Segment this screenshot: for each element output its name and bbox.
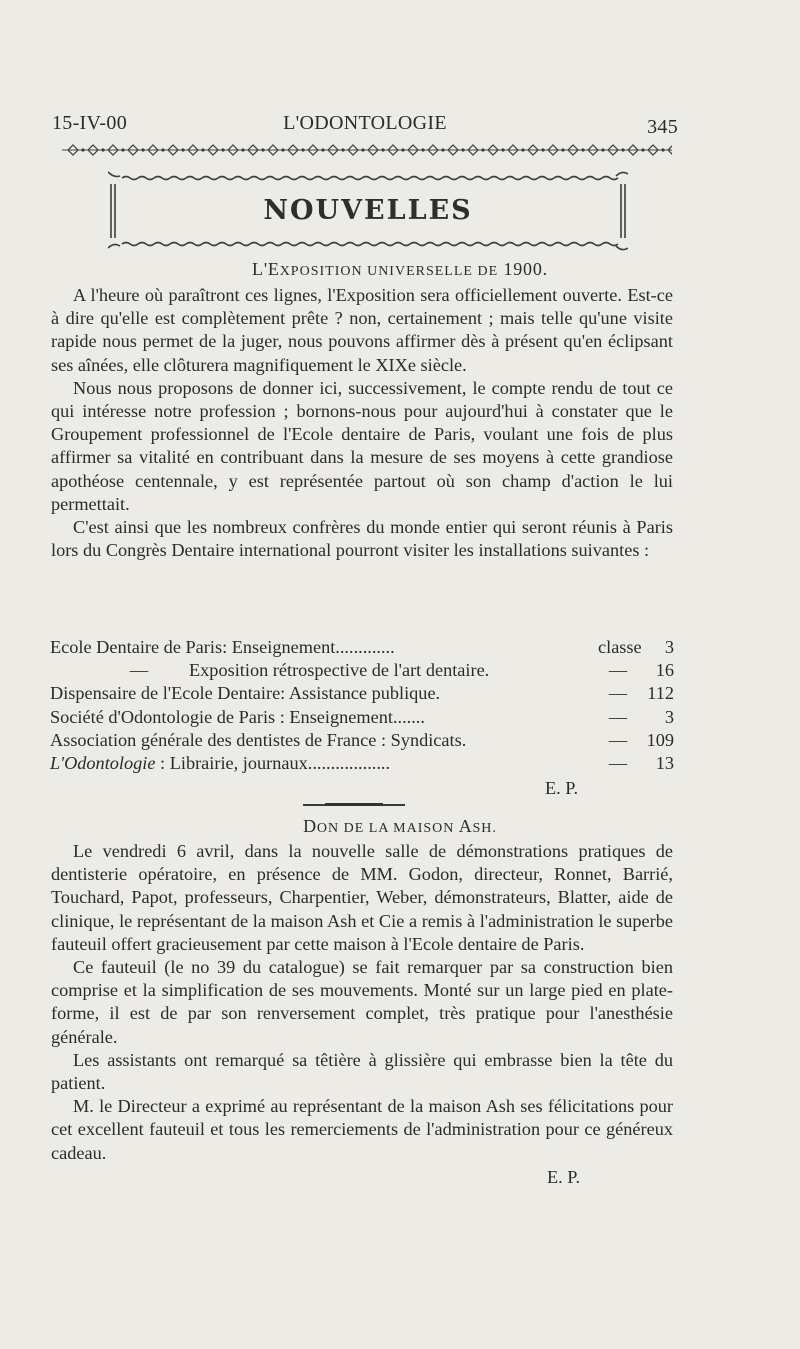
- title-year: 1900.: [503, 259, 548, 279]
- paragraph: A l'heure où paraîtront ces lignes, l'Exposition sera officiellement ouverte. Est-ce à dire qu'elle est complètement prête ? non, certainement ; mais telle qu'une visite rapide nous permet de la juger, nous pouvons affirmer dès à présent qu'en éclipsant ses aînées, elle clôturera magnifiquement le XIXe siècle.: [51, 285, 673, 375]
- divider: [303, 804, 405, 806]
- title-initial: L'E: [252, 259, 280, 279]
- article-exposition-body: [51, 284, 673, 562]
- title-smallcaps: XPOSITION UNIVERSELLE DE: [279, 264, 499, 279]
- list-item: L'Odontologie : Librairie, journaux.................. — 13: [50, 752, 674, 773]
- running-head: [52, 112, 678, 142]
- journal-title: L'ODONTOLOGIE: [283, 112, 447, 134]
- issue-date: 15-IV-00: [52, 112, 127, 134]
- banner-title: NOUVELLES: [263, 195, 473, 226]
- list-item: Dispensaire de l'Ecole Dentaire: Assistance publique. — 112: [50, 683, 674, 704]
- article-don-body: [51, 840, 673, 1165]
- list-item: Société d'Odontologie de Paris : Enseignement....... — 3: [50, 706, 674, 727]
- list-item: — Exposition rétrospective de l'art dentaire. — 16: [129, 660, 674, 681]
- paragraph: Les assistants ont remarqué sa têtière à glissière qui embrasse bien la tête du patient.: [51, 1049, 673, 1094]
- list-item: Association générale des dentistes de France : Syndicats. — 109: [50, 729, 674, 750]
- signature: E. P.: [547, 1167, 581, 1187]
- journal-name: L'Odontologie: [50, 752, 156, 773]
- article-title-don: DON DE LA MAISON ASH.: [303, 816, 497, 836]
- paragraph: Le vendredi 6 avril, dans la nouvelle salle de démonstrations pratiques de dentisterie opératoire, en présence de MM. Godon, directeur, Ronnet, Barrié, Touchard, Papot, professeurs, Charpentier, Weber, démonstrateurs, Blatter, aide de clinique, le représentant de la maison Ash et Cie a remis à l'administration le superbe fauteuil offert gracieusement par cette maison à l'Ecole dentaire de Paris.: [51, 841, 673, 954]
- installations-list: [50, 636, 674, 775]
- ornament-rule: [62, 143, 672, 157]
- paragraph: M. le Directeur a exprimé au représentant de la maison Ash ses félicitations pour cet excellent fauteuil et tous les remerciements de l'administration pour ce généreux cadeau.: [51, 1096, 673, 1163]
- section-banner: [108, 168, 628, 254]
- paragraph: Ce fauteuil (le no 39 du catalogue) se fait remarquer par sa construction bien comprise et la simplification de ses mouvements. Monté sur un large pied en plate-forme, il est de par son renversement complet, très pratique pour l'anesthésie générale.: [51, 957, 673, 1047]
- paragraph: Nous nous proposons de donner ici, successivement, le compte rendu de tout ce qui intéresse notre profession ; bornons-nous pour aujourd'hui à constater que le Groupement professionnel de l'Ecole dentaire de Paris, voulant une fois de plus affirmer sa vitalité en contribuant dans la mesure de ses moyens à cette grandiose apothéose centennale, y est représentée partout où son champ d'action le lui permettait.: [51, 377, 673, 514]
- list-item: Ecole Dentaire de Paris: Enseignement............. classe 3: [50, 637, 674, 657]
- article-title-exposition: [0, 259, 800, 280]
- signature: E. P.: [545, 778, 579, 798]
- page-number: 345: [647, 116, 678, 138]
- paragraph: C'est ainsi que les nombreux confrères du monde entier qui seront réunis à Paris lors du Congrès Dentaire international pourront visiter les installations suivantes :: [51, 517, 673, 561]
